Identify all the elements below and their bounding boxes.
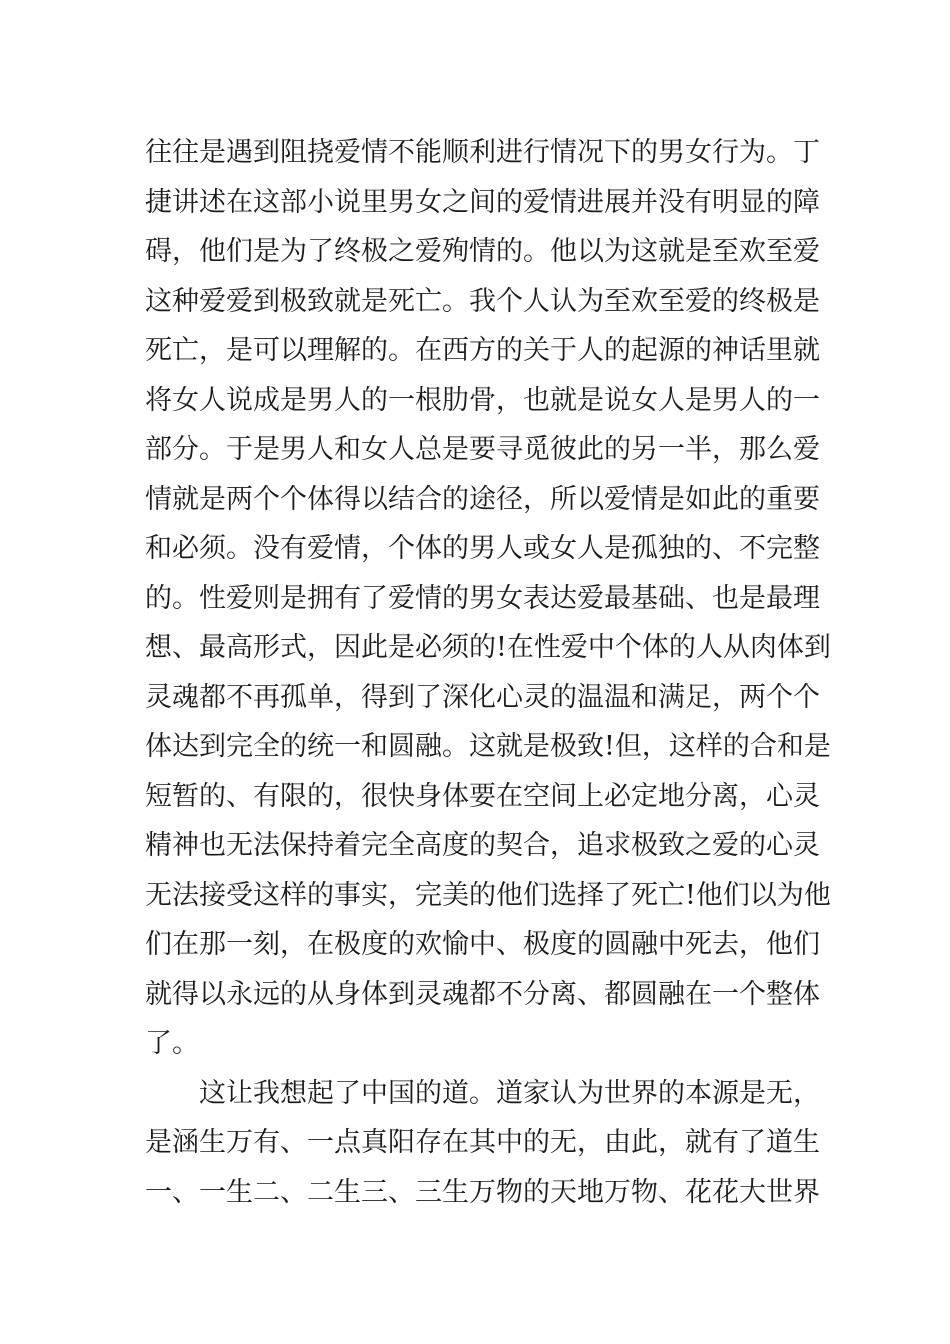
text-line: 死亡，是可以理解的。在西方的关于人的起源的神话里就 [145,335,820,366]
text-line: 情就是两个个体得以结合的途径，所以爱情是如此的重要 [145,483,820,515]
text-line: 精神也无法保持着完全高度的契合，追求极致之爱的心灵 [145,830,820,861]
text-line: 部分。于是男人和女人总是要寻觅彼此的另一半，那么爱 [145,434,820,465]
text-line: 将女人说成是男人的一根肋骨，也就是说女人是男人的一 [145,384,820,416]
text-line: 和必须。没有爱情，个体的男人或女人是孤独的、不完整 [145,533,820,564]
text-line: 这种爱爱到极致就是死亡。我个人认为至欢至爱的终极是 [145,285,820,317]
text-line: 碍，他们是为了终极之爱殉情的。他以为这就是至欢至爱 [145,236,820,267]
text-line: 就得以永远的从身体到灵魂都不分离、都圆融在一个整体 [145,978,820,1010]
text-line: 捷讲述在这部小说里男女之间的爱情进展并没有明显的障 [145,186,820,218]
text-line: 灵魂都不再孤单，得到了深化心灵的温温和满足，两个个 [145,681,820,713]
text-line: 无法接受这样的事实，完美的他们选择了死亡!他们以为他 [145,879,831,911]
paragraph-first-line: 这让我想起了中国的道。道家认为世界的本源是无， [199,1077,820,1109]
text-line: 了。 [145,1028,199,1059]
text-line: 们在那一刻，在极度的欢愉中、极度的圆融中死去，他们 [145,929,820,960]
text-line: 一、一生二、二生三、三生万物的天地万物、花花大世界 [145,1176,820,1208]
text-line: 是涵生万有、一点真阳存在其中的无，由此，就有了道生 [145,1127,820,1158]
text-line: 体达到完全的统一和圆融。这就是极致!但，这样的合和是 [145,731,831,762]
body-text [145,128,831,1217]
text-line: 想、最高形式，因此是必须的!在性爱中个体的人从肉体到 [145,632,831,663]
text-line: 往往是遇到阻挠爱情不能顺利进行情况下的男女行为。丁 [145,137,820,168]
text-line: 短暂的、有限的，很快身体要在空间上必定地分离，心灵 [145,780,820,812]
text-line: 的。性爱则是拥有了爱情的男女表达爱最基础、也是最理 [145,582,820,614]
